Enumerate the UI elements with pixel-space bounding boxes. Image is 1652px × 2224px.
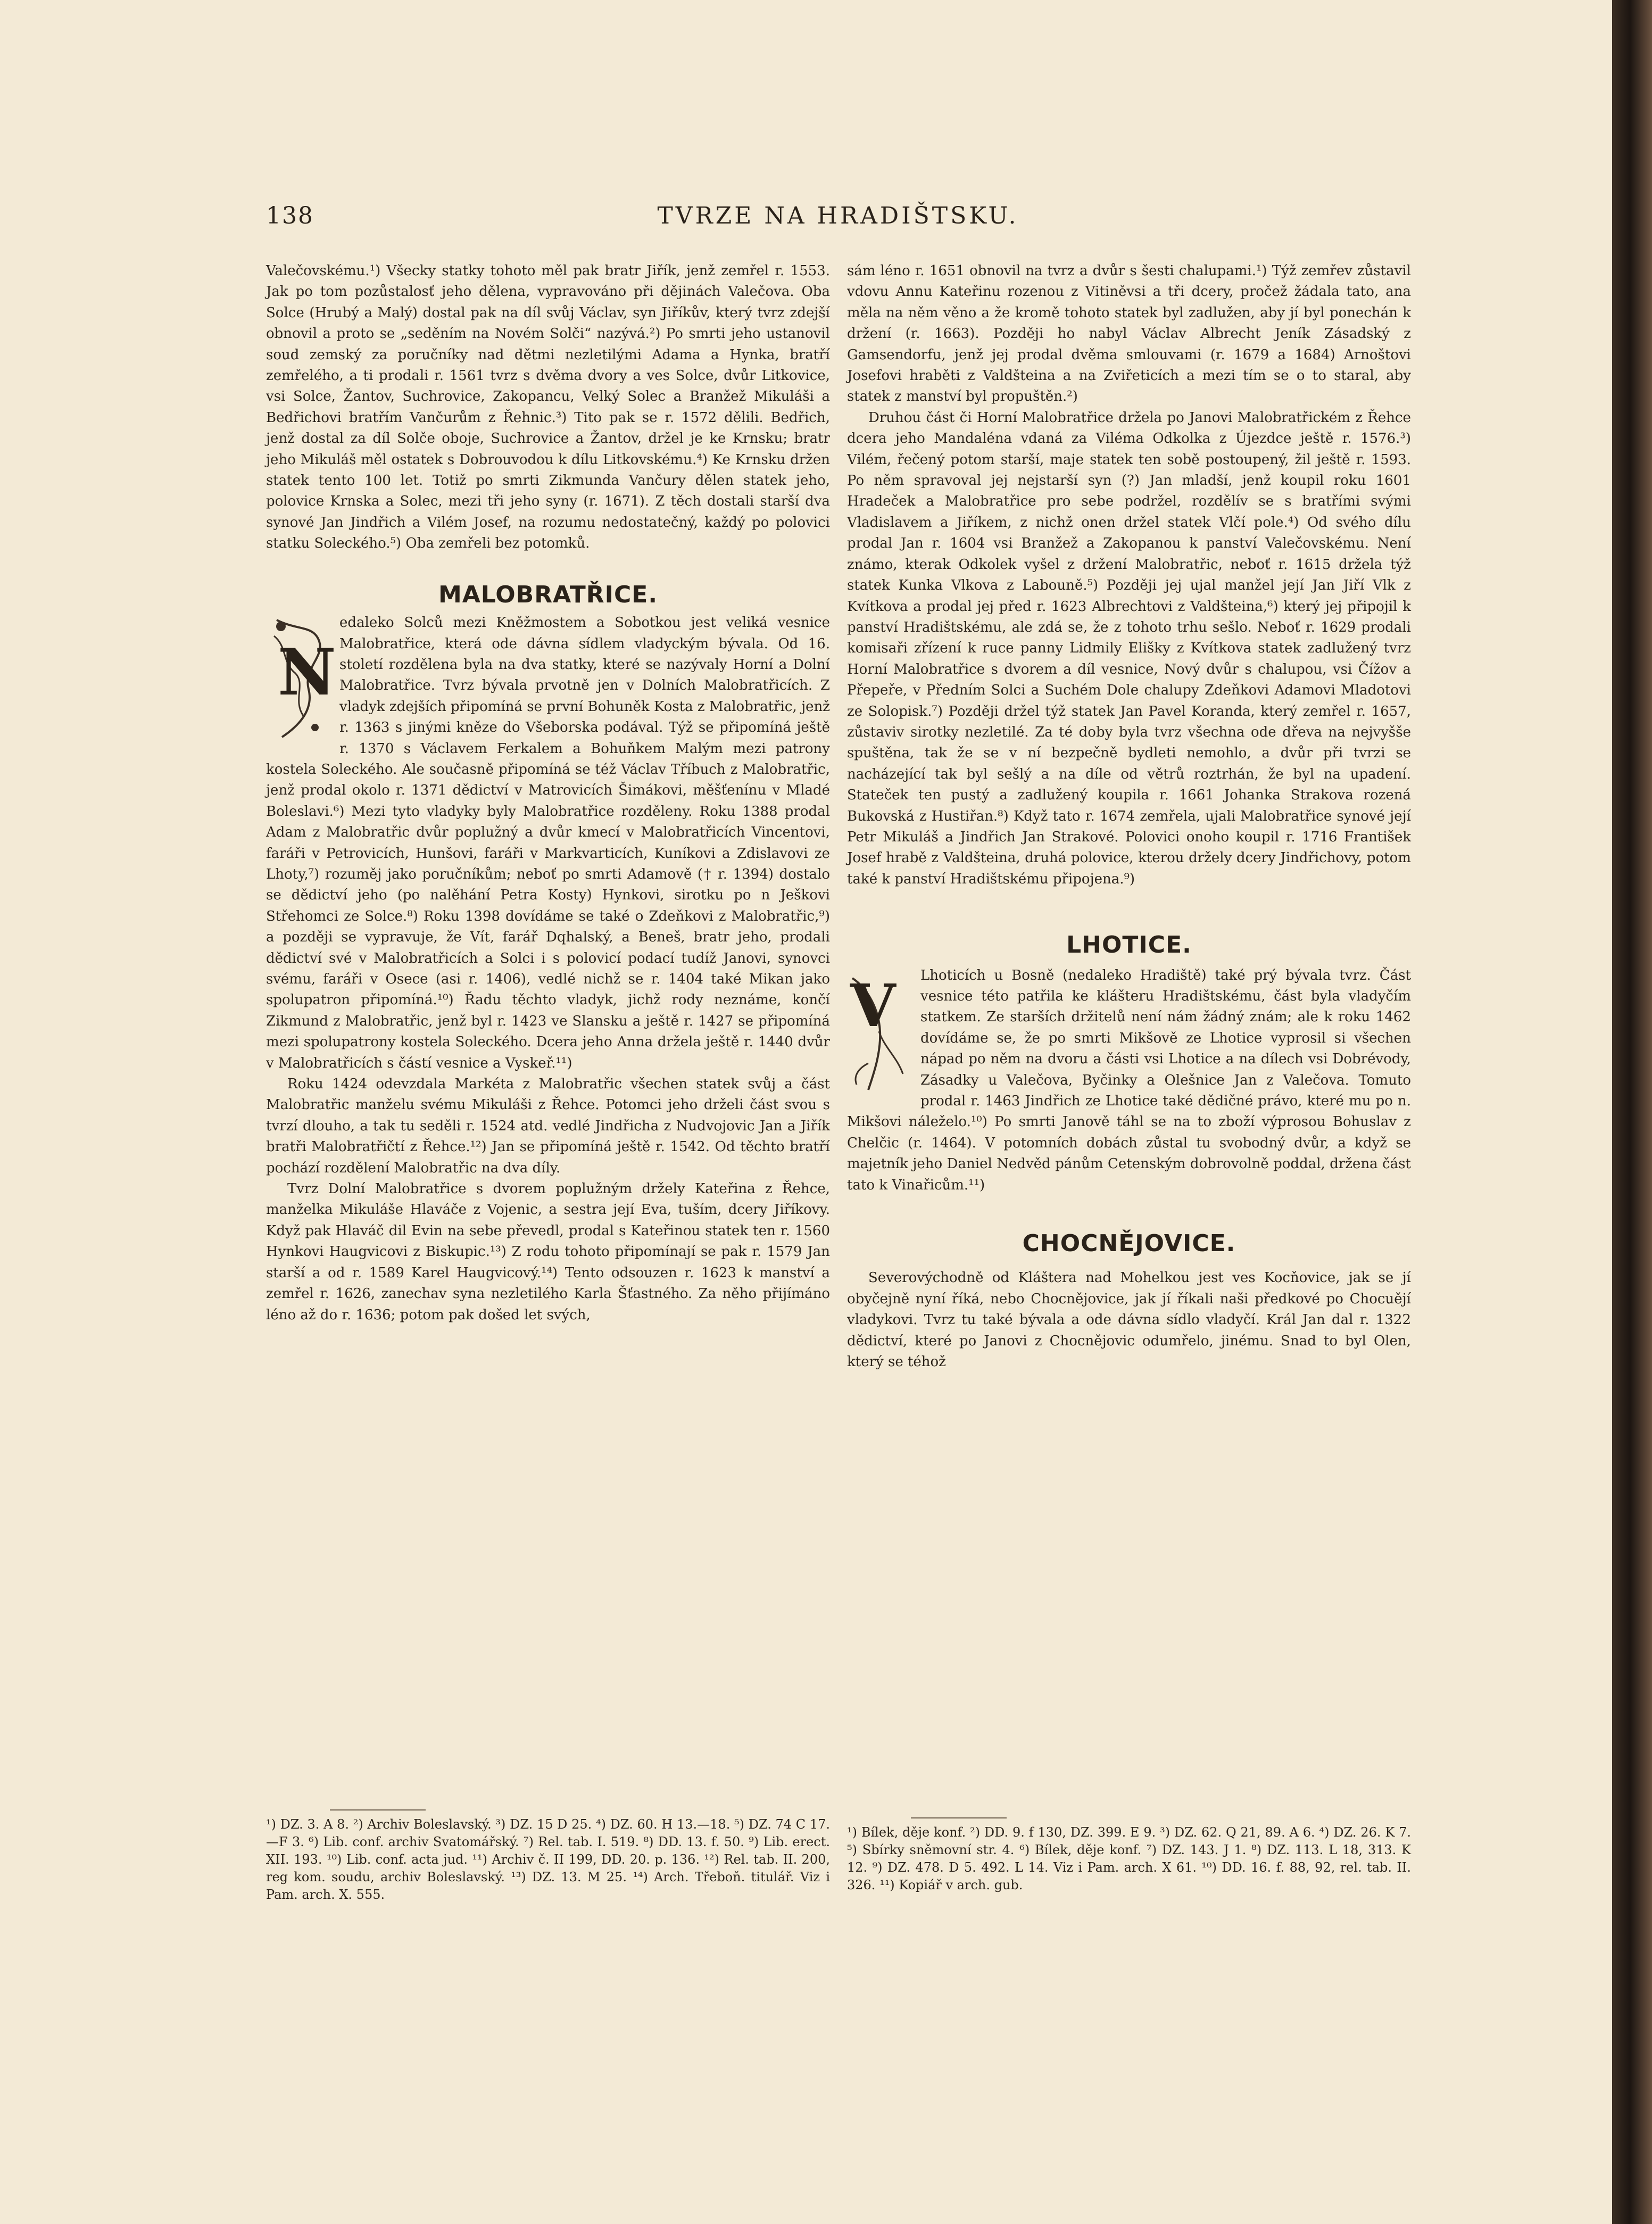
malobratrice-continuation-2: Druhou část či Horní Malobratřice držela po Janovi Malobratřickém z Řehce dcera jeho Mandaléna vdaná za Viléma Odkolka z Újezdce ještě r. 1576.³) Vilém, řečený potom starší, maje statek ten sobě postoupený, žil ještě r. 1593. Po něm spravoval jej nejstarší syn (?) Jan mladší, jenž koupil roku 1601 Hradeček a Malobratřice pro sebe podržel, rozdělív se s bratřími svými Vladislavem a Jiříkem, z nichž onen držel statek Vlčí pole.⁴) Od svého dílu prodal Jan r. 1604 vsi Branžež a Zakopanou k panství Valečovskému. Není známo, kterak Odkolek vyšel z držení Malobratřic, neboť r. 1615 držela týž statek Kunka Vlkova z Labouně.⁵) Později jej ujal manžel její Jan Jiří Vlk z Kvítkova a prodal jej před r. 1623 Albrechtovi z Valdšteina,⁶) který jej připojil k panství Hradištskému, ale zdá se, že z tohoto trhu sešlo. Neboť r. 1629 prodali komisaři zřízení k ruce panny Lidmily Elišky z Kvítkova statek zadlužený tvrz Horní Malobratřice s dvorem a díl vesnice, Nový dvůr s chalupou, vsi Čížov a Přepeře, v Předním Solci a Suchém Dole chalupy Zdeňkovi Adamovi Mladotovi ze Solopisk.⁷) Později držel týž statek Jan Pavel Koranda, který zemřel r. 1657, zůstaviv sirotky nezletilé. Za té doby byla tvrz všechna ode dřeva na nejvyšše spuštěna, tak že se v ní bezpečně bydleti nemohlo, a dvůr při tvrzi se nacházející tak byl sešlý a na díle od větrů roztrhán, že byl na upadení. Stateček ten pustý a zadlužený koupila r. 1661 Johanka Strakova rozená Bukovská z Hustiřan.⁸) Když tato r. 1674 zemřela, ujali Malobratřice synové její Petr Mikuláš a Jindřich Jan Strakové. Polovici onoho koupil r. 1716 František Josef hrabě z Valdšteina, druhá polovice, kterou držely dcery Jindřichovy, potom také k panství Hradištskému připojena.⁹) [847,409,1411,887]
right-footnotes [847,1817,1411,1894]
ornamental-initial-v [847,968,910,1102]
malobratrice-paragraph-2: Roku 1424 odevzdala Markéta z Malobratřic všechen statek svůj a část Malobratřic manželu svému Mikuláši z Řehce. Potomci jeho drželi část svou s tvrzí dlouho, a tak tu seděli r. 1524 atd. vedlé Jindřicha z Nudvojovic Jan a Jiřík bratři Malobratřičtí z Řehce.¹²) Jan se připomíná ještě r. 1542. Od těchto bratří pochází rozdělení Malobratřic na dva díly. [266,1076,830,1176]
malobratrice-continuation-1: sám léno r. 1651 obnovil na tvrz a dvůr s šesti chalupami.¹) Týž zemřev zůstavil vdovu Annu Kateřinu rozenou z Vitiněvsi a tři dcery, pročež žádala tato, ana měla na něm věno a že kromě tohoto statek byl zadlužen, aby jí byl ponechán k držení (r. 1663). Později ho nabyl Václav Albrecht Jeník Zásadský z Gamsendorfu, jenž jej prodal dvěma smlouvami (r. 1679 a 1684) Arnoštovi Josefovi hraběti z Valdšteina a na Zviřeticích a mezi tím se o to staral, aby statek z manství byl propuštěn.²) [847,263,1411,405]
left-column [266,261,830,1326]
section-title-lhotice: LHOTICE. [1066,931,1192,959]
ornamental-initial-n [266,615,336,749]
right-column [847,261,1411,1373]
section-title-chocnejovice: CHOCNĚJOVICE. [1022,1230,1236,1258]
running-title: TVRZE NA HRADIŠTSKU. [657,202,1019,229]
left-footnotes [266,1809,830,1904]
page-number: 138 [266,202,314,229]
footnote-rule [330,1809,426,1810]
continuation-paragraph: Valečovskému.¹) Všecky statky tohoto měl pak bratr Jiřík, jenž zemřel r. 1553. Jak po tom pozůstalosť jeho dělena, vypravováno při dějinách Valečova. Oba Solce (Hrubý a Malý) dostal pak na díl svůj Václav, syn Jiříkův, který tvrz zdejší obnovil a proto se „seděním na Novém Solči“ nazývá.²) Po smrti jeho ustanovil soud zemský za poručníky nad dětmi nezletilými Adama a Hynka, bratří zemřelého, a ti prodali r. 1561 tvrz s dvěma dvory a ves Solce, dvůr Litkovice, vsi Solce, Žantov, Suchrovice, Zakopancu, Velký Solec a Branžež Mikuláši a Bedřichovi bratřím Vančurům z Řehnic.³) Tito pak se r. 1572 dělili. Bedřich, jenž dostal za díl Solče oboje, Suchrovice a Žantov, držel je ke Krnsku; bratr jeho Mikuláš měl ostatek s Dobrouvodou k dílu Litkovskému.⁴) Ke Krnsku držen statek tento 100 let. Totiž po smrti Zikmunda Vančury dělen statek jeho, polovice Krnska a Solec, mezi tři jeho syny (r. 1671). Z těch dostali starší dva synové Jan Jindřich a Vilém Josef, na rozumu nedostatečný, každý po polovici statku Soleckého.⁵) Oba zemřeli bez potomků. [266,263,830,552]
section-title-malobratrice: MALOBRATŘICE. [438,581,658,608]
footnote-rule [911,1817,1007,1818]
page-header [266,202,1410,239]
footnotes-text: ¹) DZ. 3. A 8. ²) Archiv Boleslavský. ³) DZ. 15 D 25. ⁴) DZ. 60. H 13.—18. ⁵) DZ. 74 C 17.—F 3. ⁶) Lib. conf. archiv Svatomářský. ⁷) Rel. tab. I. 519. ⁸) DD. 13. f. 50. ⁹) Lib. erect. XII. 193. ¹⁰) Lib. conf. acta jud. ¹¹) Archiv č. II 199, DD. 20. p. 136. ¹²) Rel. tab. II. 200, reg kom. soudu, archiv Boleslavský. ¹³) DZ. 13. M 25. ¹⁴) Arch. Třeboň. titulář. Viz i Pam. arch. X. 555. [266,1817,830,1902]
malobratrice-paragraph-1: edaleko Solců mezi Kněžmostem a Sobotkou jest veliká vesnice Malobratřice, která ode dávna sídlem vladyckým bývala. Od 16. století rozdělena byla na dva statky, které se nazývaly Horní a Dolní Malobratřice. Tvrz bývala prvotně jen v Dolních Malobratřicích. Z vladyk zdejších připomíná se první Bohuněk Kosta z Malobratřic, jenž r. 1363 s jinými kněze do Všeborska podával. Týž se připomíná ještě r. 1370 s Václavem Ferkalem a Bohuňkem Malým mezi patrony kostela Soleckého. Ale současně připomíná se též Václav Tříbuch z Malobratřic, jenž prodal okolo r. 1371 dědictví v Matrovicích Šimákovi, měšťenínu v Mladé Boleslavi.⁶) Mezi tyto vladyky byly Malobratřice rozděleny. Roku 1388 prodal Adam z Malobratřic dvůr poplužný a dvůr kmecí v Malobratřicích Vincentovi, faráři v Petrovicích, Hunšovi, faráři v Markvarticích, Kuníkovi a Zdislavovi ze Lhoty,⁷) rozuměj jako poručníkům; neboť po smrti Adamově († r. 1394) dostalo se dědictví jeho (po nalěhání Petra Kosty) Hynkovi, sirotku po n Ješkovi Střehomci ze Solce.⁸) Roku 1398 dovídáme se také o Zdeňkovi z Malobratřic,⁹) a později se vypravuje, že Vít, farář Dqhalský, a Beneš, bratr jeho, prodali dědictví své v Malobratřicích a Solci i s polovicí podací tudíž Janovi, synovci svému, faráři v Osece (asi r. 1406), vedlé nichž se r. 1404 také Mikan jako spolupatron připomíná.¹⁰) Řadu těchto vladyk, jichž rody neznáme, končí Zikmund z Malobratřic, jenž byl r. 1423 ve Slansku a ještě r. 1427 se připomíná mezi spolupatrony kostela Soleckého. Dcera jeho Anna držela ještě r. 1440 dvůr v Malobratřicích s částí vesnice a Vyskeř.¹¹) [266,615,830,1071]
malobratrice-paragraph-3: Tvrz Dolní Malobratřice s dvorem poplužným držely Kateřina z Řehce, manželka Mikuláše Hlaváče z Vojenic, a sestra její Eva, tuším, dcery Jiříkovy. Když pak Hlaváč dil Evin na sebe převedl, prodal s Kateřinou statek ten r. 1560 Hynkovi Haugvicovi z Biskupic.¹³) Z rodu tohoto připomínají se pak r. 1579 Jan starší a od r. 1589 Karel Haugvicový.¹⁴) Tento odsouzen r. 1623 k manství a zemřel r. 1626, zanechav syna nezletilého Karla Šťastného. Za něho přijímáno léno až do r. 1636; potom pak došed let svých, [266,1181,830,1323]
lhotice-paragraph: Lhoticích u Bosně (nedaleko Hradiště) také prý bývala tvrz. Část vesnice této patřila ke klášteru Hradištskému, část byla vladyčím statkem. Ze starších držitelů není nám žádný znám; ale k roku 1462 dovídáme se, že po smrti Mikšově ze Lhotice vyprosil si všechen nápad po něm na dvoru a části vsi Lhotice a na dílech vsi Dobrévody, Zásadky u Valečova, Byčinky a Olešnice Jan z Valečova. Tomuto prodal r. 1463 Jindřich ze Lhotice také dědičné právo, které mu po n. Mikšovi náleželo.¹⁰) Po smrti Janově táhl se na to zboží výprosou Bohuslav z Chelčic (r. 1464). V potomních dobách zůstal tu svobodný dvůr, a když se majetník jeho Daniel Nedvěd pánům Cetenským dobrovolně poddal, držena část tato k Vinařicům.¹¹) [847,967,1411,1193]
book-binding-edge [1612,0,1652,2224]
footnotes-text: ¹) Bílek, děje konf. ²) DD. 9. f 130, DZ. 399. E 9. ³) DZ. 62. Q 21, 89. A 6. ⁴) DZ. 26. K 7. ⁵) Sbírky sněmovní str. 4. ⁶) Bílek, děje konf. ⁷) DZ. 143. J 1. ⁸) DZ. 113. L 18, 313. K 12. ⁹) DZ. 478. D 5. 492. L 14. Viz i Pam. arch. X 61. ¹⁰) DD. 16. f. 88, 92, rel. tab. II. 326. ¹¹) Kopiář v arch. gub. [847,1825,1411,1892]
drop-cap-letter: N [278,635,336,710]
chocnejovice-paragraph: Severovýchodně od Kláštera nad Mohelkou jest ves Kocňovice, jak se jí obyčejně nyní říká, nebo Chocnějovice, jak jí říkali naši předkové po Chocuějí vladykovi. Tvrz tu také bývala a ode dávna sídlo vladyčí. Král Jan dal r. 1322 dědictví, které po Janovi z Chocnějovic odumřelo, jinému. Snad to byl Olen, který se téhož [847,1270,1411,1370]
drop-cap-letter: V [850,971,896,1040]
